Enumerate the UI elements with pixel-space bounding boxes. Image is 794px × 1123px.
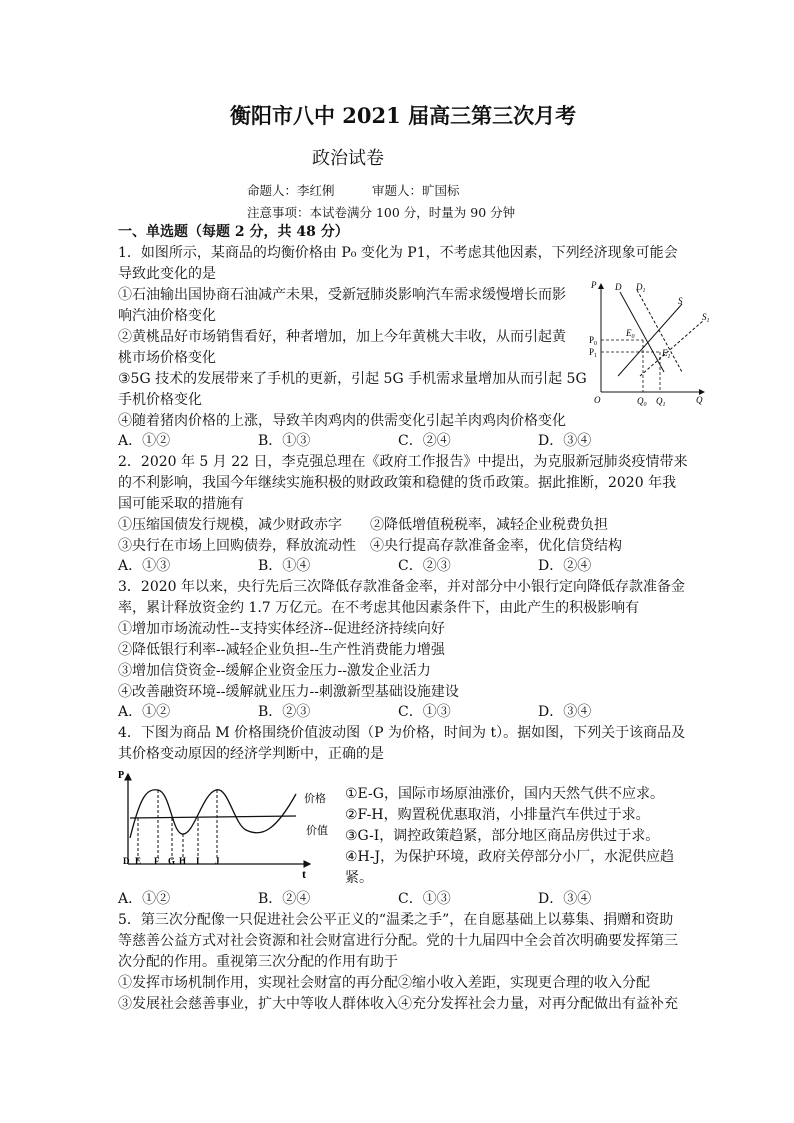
q4-option-a[interactable]: A．①② [118, 891, 171, 907]
point-label-i: I [196, 856, 200, 866]
q1-option-b[interactable]: B．①③ [258, 433, 311, 449]
exam-title: 衡阳市八中 2021 届高三第三次月考 [230, 103, 577, 128]
q2-option-c[interactable]: C．②③ [398, 558, 451, 574]
q2-statements-34: ③央行在市场上回购债券，释放流动性 ④央行提高存款准备金率，优化信贷结构 [118, 538, 622, 554]
price-value-wave-diagram [116, 768, 346, 880]
q4-statement-4b: 紧。 [345, 870, 373, 886]
curve-label-s1: $S_1$ [702, 312, 710, 324]
point-label-h: H [179, 856, 187, 866]
q3-option-d[interactable]: D．③④ [538, 704, 592, 720]
q2-stem-line1: 2．2020 年 5 月 22 日，李克强总理在《政府工作报告》中提出，为克服新冠肺炎疫情带来 [118, 454, 688, 470]
q4-stem-line2: 其价格变动原因的经济学判断中，正确的是 [118, 746, 384, 762]
demand-curve-d1 [637, 290, 682, 372]
q3-statement-4: ④改善融资环境--缓解就业压力--刺激新型基础设施建设 [118, 684, 459, 700]
q3-statement-2: ②降低银行利率--减轻企业负担--生产性消费能力增强 [118, 642, 445, 658]
exam-subtitle: 政治试卷 [312, 148, 384, 169]
q3-option-c[interactable]: C．①③ [398, 704, 451, 720]
value-line [130, 816, 296, 818]
quantity-label-q1: $Q_1$ [656, 396, 666, 408]
point-label-d: D [123, 856, 130, 866]
price-label-p0: $P_0$ [589, 335, 598, 347]
q2-option-d[interactable]: D．②④ [538, 558, 592, 574]
q3-stem-line1: 3．2020 年以来，央行先后三次降低存款准备金率，并对部分中小银行定向降低存款准备金 [118, 579, 685, 595]
q1-option-c[interactable]: C．②④ [398, 433, 451, 449]
price-curve-label: 价格 [304, 793, 326, 805]
axis-label-p: P [591, 280, 597, 290]
point-label-e1: $E_1$ [662, 348, 671, 360]
q1-statement-2a: ②黄桃品好市场销售看好，种者增加，加上今年黄桃大丰收，从而引起黄 [118, 329, 566, 345]
q1-statement-1b: 响汽油价格变化 [118, 308, 216, 324]
quantity-label-q0: $Q_0$ [637, 396, 647, 408]
point-label-e0: $E_0$ [626, 328, 635, 340]
q3-option-a[interactable]: A．①② [118, 704, 171, 720]
q3-statement-1: ①增加市场流动性--支持实体经济--促进经济持续向好 [118, 621, 445, 637]
value-line-label: 价值 [306, 825, 328, 837]
q5-statements-12: ①发挥市场机制作用，实现社会财富的再分配②缩小收入差距，实现更合理的收入分配 [118, 975, 650, 991]
q2-option-a[interactable]: A．①③ [118, 558, 171, 574]
q4-statement-3: ③G-I，调控政策趋紧，部分地区商品房供过于求。 [345, 828, 660, 844]
q3-option-b[interactable]: B．②③ [258, 704, 311, 720]
supply-demand-diagram [586, 276, 716, 411]
curve-label-d1: $D_1$ [636, 282, 646, 294]
q5-stem-line3: 次分配的作用。重视第三次分配的作用有助于 [118, 954, 398, 970]
q1-stem-line2: 导致此变化的是 [118, 266, 216, 282]
q5-stem-line2: 等慈善公益方式对社会资源和社会财富进行分配。党的十九届四中全会首次明确要发挥第三 [118, 933, 678, 949]
exam-notice: 注意事项：本试卷满分 100 分，时量为 90 分钟 [247, 205, 516, 220]
axis-label-p: P [118, 770, 125, 781]
curve-label-d: D [615, 282, 622, 292]
q3-statement-3: ③增加信贷资金--缓解企业资金压力--激发企业活力 [118, 663, 431, 679]
q1-statement-2b: 桃市场价格变化 [118, 350, 216, 366]
q1-statement-4: ④随着猪肉价格的上涨，导致羊肉鸡肉的供需变化引起羊肉鸡肉价格变化 [118, 413, 566, 429]
q1-statement-3b: 手机价格变化 [118, 392, 202, 408]
q1-statement-3a: ③5G 技术的发展带来了手机的更新，引起 5G 手机需求量增加从而引起 5G [118, 371, 587, 387]
q3-stem-line2: 率，累计释放资金约 1.7 万亿元。在不考虑其他因素条件下，由此产生的积极影响有 [118, 600, 640, 616]
q4-option-c[interactable]: C．①③ [398, 891, 451, 907]
q2-option-b[interactable]: B．①④ [258, 558, 311, 574]
q4-stem-line1: 4．下图为商品 M 价格围绕价值波动图（P 为价格，时间为 t）。据如图，下列关于该商品及 [118, 725, 686, 741]
section-heading: 一、单选题（每题 2 分，共 48 分） [118, 224, 349, 240]
exam-authors: 命题人：李红俐 审题人：旷国标 [247, 183, 460, 198]
q2-stem-line2: 的不利影响，我国今年继续实施积极的财政政策和稳健的货币政策。据此推断，2020 年我 [118, 475, 677, 491]
point-label-f: F [154, 856, 160, 866]
supply-curve-s1 [640, 320, 704, 376]
price-curve [130, 790, 296, 838]
q1-option-a[interactable]: A．①② [118, 433, 171, 449]
axis-label-t: t [302, 867, 306, 880]
curve-label-s: S [678, 296, 683, 306]
q2-statements-12: ①压缩国债发行规模，减少财政赤字 ②降低增值税税率，减轻企业税费负担 [118, 517, 608, 533]
q5-stem-line1: 5．第三次分配像一只促进社会公平正义的“温柔之手”，在自愿基础上以募集、捐赠和资助 [118, 912, 674, 928]
q4-option-b[interactable]: B．②④ [258, 891, 311, 907]
origin-label: O [594, 395, 601, 405]
point-label-j: J [215, 856, 220, 866]
point-label-e: E [135, 856, 142, 866]
price-label-p1: $P_1$ [589, 347, 598, 359]
q1-stem-line1: 1．如图所示，某商品的均衡价格由 P₀ 变化为 P1，不考虑其他因素，下列经济现象可能会 [118, 245, 678, 261]
q4-statement-4a: ④H-J，为保护环境，政府关停部分小厂，水泥供应趋 [345, 849, 675, 865]
q1-option-d[interactable]: D．③④ [538, 433, 592, 449]
q4-statement-2: ②F-H，购置税优惠取消，小排量汽车供过于求。 [345, 807, 650, 823]
q4-option-d[interactable]: D．③④ [538, 891, 592, 907]
q2-stem-line3: 国可能采取的措施有 [118, 496, 244, 512]
q5-statements-34: ③发展社会慈善事业，扩大中等收人群体收入④充分发挥社会力量，对再分配做出有益补充 [118, 996, 678, 1012]
q4-statement-1: ①E-G，国际市场原油涨价，国内天然气供不应求。 [345, 786, 664, 802]
axis-label-q: Q [696, 395, 703, 405]
point-label-g: G [168, 856, 176, 866]
q1-statement-1a: ①石油输出国协商石油减产未果，受新冠肺炎影响汽车需求缓慢增长而影 [118, 287, 566, 303]
